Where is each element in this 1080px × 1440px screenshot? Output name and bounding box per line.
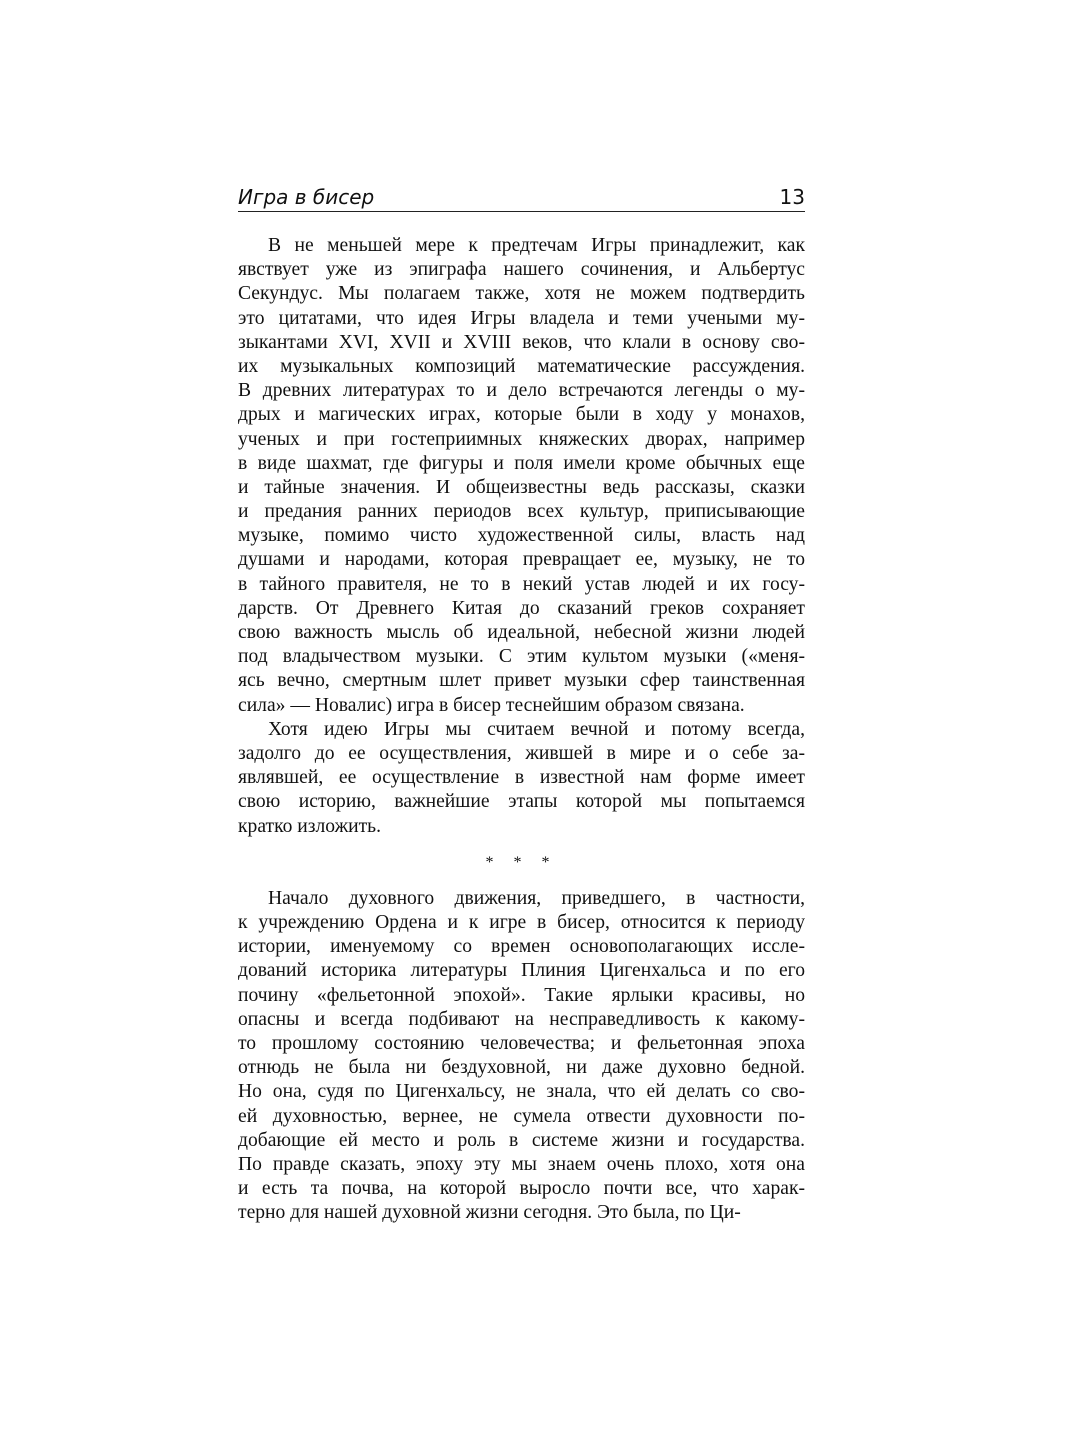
text-line: дарств. От Древнего Китая до сказаний греков сохраняет <box>238 597 805 619</box>
text-line: добающие ей место и роль в системе жизни и государства. <box>238 1129 805 1151</box>
text-line: то прошлому состоянию человечества; и фельетонная эпоха <box>238 1033 805 1054</box>
text-line: В древних литературах то и дело встречаются легенды о му- <box>238 380 805 402</box>
text-line: По правде сказать, эпоху эту мы знаем очень плохо, хотя она <box>238 1153 805 1175</box>
text-line: в виде шахмат, где фигуры и поля имели кроме обычных еще <box>238 452 805 474</box>
text-line: ясь вечно, смертным шлет привет музыки сфер таинственная <box>238 670 805 692</box>
text-line: истории, именуемому со времен основополагающих иссле- <box>238 936 805 958</box>
text-line: душами и народами, которая превращает ее, музыку, не то <box>238 549 805 571</box>
text-line: терно для нашей духовной жизни сегодня. Это была, по Ци- <box>238 1202 741 1224</box>
text-line: зыкантами XVI, XVII и XVIII веков, что клали в основу сво- <box>238 331 805 353</box>
section-separator: * * * <box>485 853 558 871</box>
text-line: явствует уже из эпиграфа нашего сочинения, и Альбертус <box>238 259 805 281</box>
text-line: под владычеством музыки. С этим культом музыки («меня- <box>238 646 805 668</box>
text-line: являвшей, ее осуществление в известной нам форме имеет <box>238 767 805 789</box>
text-line: их музыкальных композиций математические рассуждения. <box>238 355 805 377</box>
text-line: к учреждению Ордена и к игре в бисер, относится к периоду <box>238 912 805 934</box>
paragraph-group-before-separator <box>238 234 805 839</box>
text-line: свою важность мысль об идеальной, небесной жизни людей <box>238 622 805 643</box>
text-line: и есть та почва, на которой выросло почти все, что харак- <box>238 1178 805 1200</box>
paragraph <box>238 887 805 1226</box>
paragraph <box>238 234 805 718</box>
text-line: дрых и магических играх, которые были в ходу у монахов, <box>238 404 805 426</box>
text-line: Хотя идею Игры мы считаем вечной и потому всегда, <box>268 718 805 740</box>
text-line: Секундус. Мы полагаем также, хотя не можем подтвердить <box>238 283 805 305</box>
paragraph <box>238 718 805 839</box>
text-line: и тайные значения. И общеизвестны ведь рассказы, сказки <box>238 476 805 498</box>
text-line: задолго до ее осуществления, жившей в мире и о себе за- <box>238 742 805 764</box>
text-line: это цитатами, что идея Игры владела и теми учеными му- <box>238 307 805 329</box>
text-line: сила» — Новалис) игра в бисер теснейшим образом связана. <box>238 694 745 716</box>
running-title: Игра в бисер <box>238 185 375 209</box>
paragraph-group-after-separator <box>238 887 805 1226</box>
text-body <box>238 234 805 1226</box>
text-line: и предания ранних периодов всех культур, приписывающие <box>238 501 805 523</box>
text-line: В не меньшей мере к предтечам Игры принадлежит, как <box>268 235 805 256</box>
text-line: музыке, помимо чисто художественной силы, власть над <box>238 525 805 547</box>
text-line: отнюдь не была ни бездуховной, ни даже духовно бедной. <box>238 1057 805 1079</box>
text-line: ученых и при гостеприимных княжеских дворах, например <box>238 428 805 450</box>
page-number: 13 <box>779 185 805 209</box>
text-line: ей духовностью, вернее, не сумела отвести духовности по- <box>238 1105 805 1127</box>
text-line: свою историю, важнейшие этапы которой мы попытаемся <box>238 791 805 813</box>
text-line: дований историка литературы Плиния Цигенхальса и по его <box>238 960 805 982</box>
text-line: опасны и всегда подбивают на несправедливость к какому- <box>238 1008 805 1030</box>
text-line: почину «фельетонной эпохой». Такие ярлыки красивы, но <box>238 984 805 1006</box>
text-line: Но она, судя по Цигенхальсу, не знала, что ей делать со сво- <box>238 1081 805 1103</box>
book-page <box>238 178 805 1226</box>
text-line: в тайного правителя, не то в некий устав людей и их госу- <box>238 573 805 595</box>
running-head <box>238 178 805 212</box>
text-line: Начало духовного движения, приведшего, в частности, <box>268 887 805 909</box>
text-line: кратко изложить. <box>238 815 382 837</box>
